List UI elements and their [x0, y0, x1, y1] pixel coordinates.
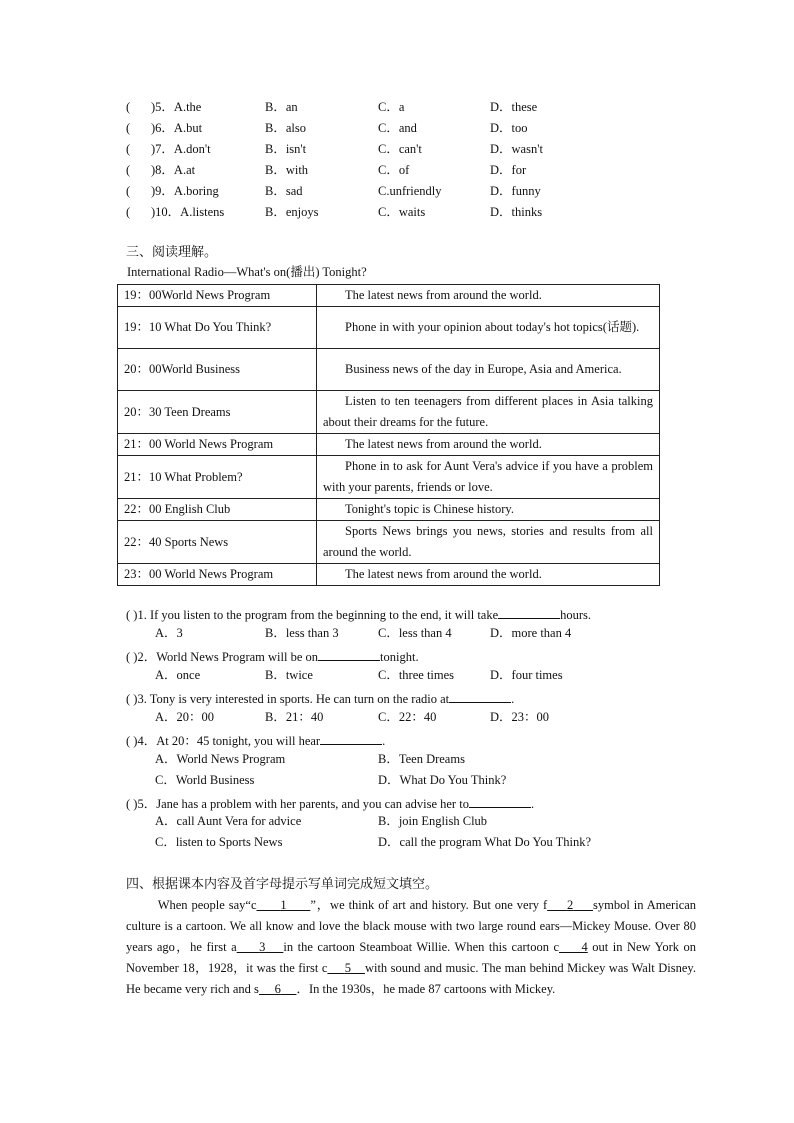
- option-b: B．also: [265, 121, 306, 135]
- answer-blank[interactable]: [318, 648, 380, 661]
- option-d: D．too: [490, 121, 528, 135]
- question-stem-end: .: [530, 797, 535, 811]
- option-c: C．22：40: [378, 710, 437, 724]
- question-stem: ( )4．At 20：45 tonight, you will hear: [126, 734, 321, 748]
- cloze-passage: [126, 895, 696, 1000]
- option-b: B．Teen Dreams: [378, 752, 465, 766]
- question-stem-end: tonight.: [380, 650, 419, 664]
- option-a: A．once: [155, 668, 201, 682]
- program-time: 19：00World News Program: [118, 285, 317, 307]
- mc-row: [126, 164, 686, 185]
- passage-text: ”，we think of art and history. But one very f: [310, 898, 548, 912]
- mc-row: [126, 143, 686, 164]
- option-c: C．listen to Sports News: [155, 835, 283, 849]
- section-heading: 三、阅读理解。: [126, 244, 218, 259]
- answer-bracket[interactable]: (: [126, 184, 131, 198]
- option-a: )7．A.don't: [151, 142, 211, 156]
- option-b: B．an: [265, 100, 298, 114]
- schedule-row: [118, 434, 660, 456]
- answer-bracket[interactable]: (: [126, 121, 131, 135]
- option-c: C．a: [378, 100, 405, 114]
- mc-row: [126, 206, 686, 227]
- program-time: 20：00World Business: [118, 349, 317, 391]
- cloze-blank-4[interactable]: [559, 940, 588, 954]
- passage-text: with sound and music. The man behind Mickey was Walt Disney. He became very rich and s: [126, 961, 696, 996]
- program-time: 21：10 What Problem?: [118, 456, 317, 499]
- question-stem: ( )5．Jane has a problem with her parents, and you can advise her to: [126, 797, 469, 811]
- answer-blank[interactable]: [498, 606, 560, 619]
- schedule-row: [118, 285, 660, 307]
- mc-row: [126, 122, 686, 143]
- option-a: A．World News Program: [155, 752, 286, 766]
- question-stem: ( )3. Tony is very interested in sports. He can turn on the radio at: [126, 692, 450, 706]
- blank-number: 2: [566, 898, 574, 912]
- program-time: 23：00 World News Program: [118, 564, 317, 586]
- question-stem-end: .: [511, 692, 515, 706]
- program-description: Listen to ten teenagers from different places in Asia talking about their dreams for the future.: [317, 391, 660, 434]
- schedule-title: International Radio—What's on(播出) Tonight?: [127, 265, 367, 279]
- option-b: B．join English Club: [378, 814, 488, 828]
- cloze-blank-2[interactable]: [547, 898, 593, 912]
- schedule-row: [118, 521, 660, 564]
- option-a: )5．A.the: [151, 100, 202, 114]
- answer-bracket[interactable]: (: [126, 100, 131, 114]
- program-time: 22：40 Sports News: [118, 521, 317, 564]
- reading-question-1: [126, 606, 591, 622]
- option-b: B．isn't: [265, 142, 307, 156]
- option-a: )8．A.at: [151, 163, 196, 177]
- option-b: B．with: [265, 163, 309, 177]
- passage-text: in the cartoon Steamboat Willie. When this cartoon c: [283, 940, 559, 954]
- option-a: )10．A.listens: [151, 205, 225, 219]
- passage-text: When people say“c: [157, 898, 257, 912]
- schedule-row: [118, 349, 660, 391]
- blank-number: 4: [581, 940, 588, 954]
- program-description: Business news of the day in Europe, Asia and America.: [317, 349, 660, 391]
- program-time: 21：00 World News Program: [118, 434, 317, 456]
- answer-blank[interactable]: [449, 690, 511, 703]
- option-a: A．3: [155, 626, 183, 640]
- schedule-row: [118, 564, 660, 586]
- cloze-blank-5[interactable]: [327, 961, 365, 975]
- option-c: C．World Business: [155, 773, 255, 787]
- option-a: A．call Aunt Vera for advice: [155, 814, 302, 828]
- mc-row: [126, 101, 686, 122]
- program-description: Tonight's topic is Chinese history.: [317, 499, 660, 521]
- program-description: The latest news from around the world.: [317, 564, 660, 586]
- option-d: D．funny: [490, 184, 541, 198]
- option-a: )9．A.boring: [151, 184, 219, 198]
- answer-bracket[interactable]: (: [126, 163, 131, 177]
- blank-number: 6: [274, 982, 281, 996]
- reading-question-5: [126, 795, 534, 811]
- radio-schedule-table: [117, 284, 660, 586]
- option-c: C．three times: [378, 668, 455, 682]
- question-stem: ( )2．World News Program will be on: [126, 650, 319, 664]
- program-time: 22：00 English Club: [118, 499, 317, 521]
- option-d: D．thinks: [490, 205, 543, 219]
- passage-text: ．In the 1930s，he made 87 cartoons with Mickey.: [296, 982, 556, 996]
- cloze-blank-6[interactable]: [259, 982, 297, 996]
- cloze-blank-1[interactable]: [257, 898, 311, 912]
- option-d: D．call the program What Do You Think?: [378, 835, 592, 849]
- option-d: D．23：00: [490, 710, 550, 724]
- option-c: C．and: [378, 121, 417, 135]
- option-b: B．sad: [265, 184, 303, 198]
- answer-bracket[interactable]: (: [126, 205, 131, 219]
- option-d: D．four times: [490, 668, 563, 682]
- option-b: B．enjoys: [265, 205, 319, 219]
- option-d: D．What Do You Think?: [378, 773, 507, 787]
- option-c: C．waits: [378, 205, 426, 219]
- option-b: B．twice: [265, 668, 313, 682]
- program-description: Phone in to ask for Aunt Vera's advice if you have a problem with your parents, friends or love.: [317, 456, 660, 499]
- cloze-blank-3[interactable]: [237, 940, 284, 954]
- program-description: Sports News brings you news, stories and results from all around the world.: [317, 521, 660, 564]
- schedule-row: [118, 391, 660, 434]
- reading-question-2: [126, 648, 419, 664]
- option-b: B．less than 3: [265, 626, 339, 640]
- option-c: C.unfriendly: [378, 184, 442, 198]
- option-d: D．for: [490, 163, 527, 177]
- schedule-row: [118, 307, 660, 349]
- option-d: D．wasn't: [490, 142, 543, 156]
- answer-blank[interactable]: [320, 732, 382, 745]
- program-description: Phone in with your opinion about today's hot topics(话题).: [317, 307, 660, 349]
- question-stem-end: hours.: [560, 608, 592, 622]
- program-time: 19：10 What Do You Think?: [118, 307, 317, 349]
- passage-text: symbol in American culture is a cartoon. We all know and love the black mouse with two large round ears—Mickey Mouse. Over 80 years ago，he first a: [126, 898, 697, 954]
- schedule-row: [118, 499, 660, 521]
- reading-question-3: [126, 690, 514, 706]
- section-heading: 四、根据课本内容及首字母提示写单词完成短文填空。: [126, 876, 439, 891]
- answer-blank[interactable]: [469, 795, 531, 808]
- option-b: B．21：40: [265, 710, 324, 724]
- reading-question-4: [126, 732, 385, 748]
- question-stem: ( )1. If you listen to the program from the beginning to the end, it will take: [126, 608, 499, 622]
- blank-number: 1: [280, 898, 287, 912]
- option-d: D．these: [490, 100, 538, 114]
- option-a: )6．A.but: [151, 121, 203, 135]
- mc-row: [126, 185, 686, 206]
- option-c: C．can't: [378, 142, 422, 156]
- passage-text: out in New York on November 18，1928，it was the first c: [126, 940, 697, 975]
- blank-number: 5: [344, 961, 352, 975]
- option-d: D．more than 4: [490, 626, 572, 640]
- option-c: C．less than 4: [378, 626, 452, 640]
- question-stem-end: .: [382, 734, 386, 748]
- schedule-row: [118, 456, 660, 499]
- option-c: C．of: [378, 163, 410, 177]
- program-time: 20：30 Teen Dreams: [118, 391, 317, 434]
- option-a: A．20：00: [155, 710, 215, 724]
- program-description: The latest news from around the world.: [317, 285, 660, 307]
- program-description: The latest news from around the world.: [317, 434, 660, 456]
- answer-bracket[interactable]: (: [126, 142, 131, 156]
- blank-number: 3: [259, 940, 266, 954]
